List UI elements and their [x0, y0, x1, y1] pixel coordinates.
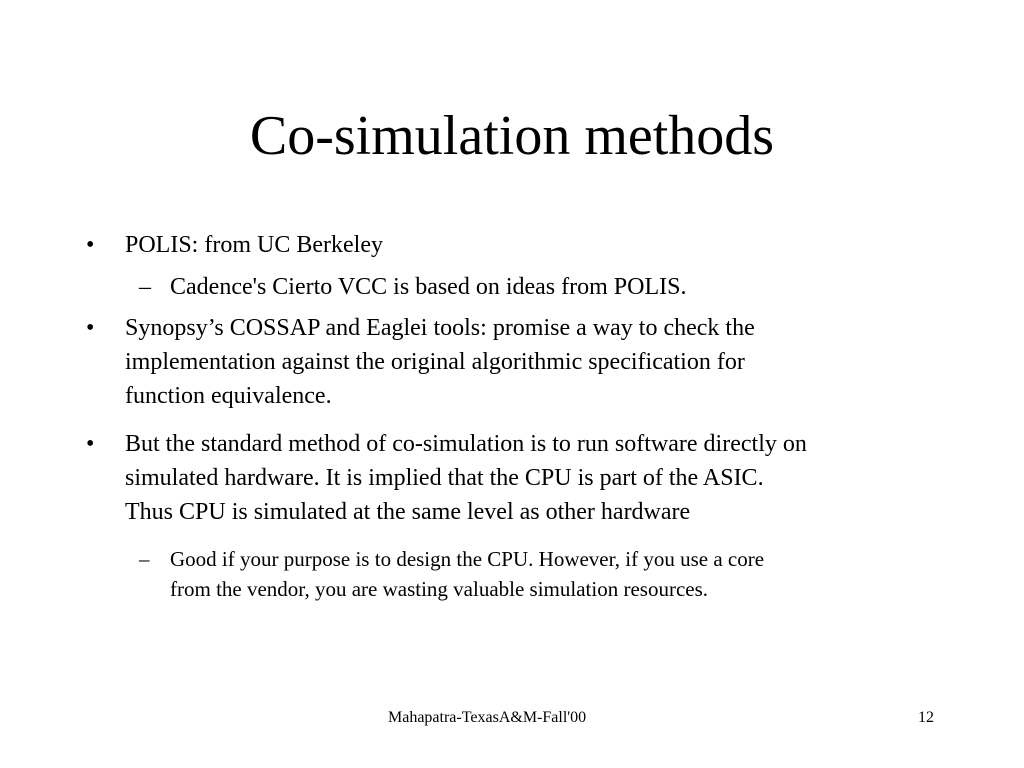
bullet-marker: • — [86, 315, 95, 341]
bullet-line: But the standard method of co-simulation is to run software directly on — [125, 431, 807, 457]
bullet-text — [125, 311, 755, 413]
bullet-text — [125, 427, 807, 529]
bullet-line: POLIS: from UC Berkeley — [125, 232, 383, 258]
bullet-marker: • — [86, 431, 95, 457]
page-number: 12 — [918, 709, 934, 726]
bullet-line: function equivalence. — [125, 383, 332, 409]
bullet-line: from the vendor, you are wasting valuable simulation resources. — [170, 577, 709, 601]
sub-bullet-marker: – — [139, 547, 150, 571]
bullet-line: Cadence's Cierto VCC is based on ideas from POLIS. — [170, 274, 687, 300]
bullet-line: Good if your purpose is to design the CPU. However, if you use a core — [170, 547, 765, 571]
bullet-text — [125, 228, 383, 262]
bullet-marker: • — [86, 232, 95, 258]
sub-bullet-marker: – — [139, 274, 151, 300]
sub-bullet-text — [170, 544, 764, 604]
sub-bullet-text — [170, 270, 686, 304]
slide-title: Co-simulation methods — [249, 105, 775, 167]
bullet-line: Synopsy’s COSSAP and Eaglei tools: promise a way to check the — [125, 315, 755, 341]
bullet-line: simulated hardware. It is implied that the CPU is part of the ASIC. — [125, 465, 764, 491]
footer-text: Mahapatra-TexasA&M-Fall'00 — [388, 709, 587, 726]
bullet-line: implementation against the original algorithmic specification for — [125, 349, 745, 375]
bullet-line: Thus CPU is simulated at the same level as other hardware — [125, 499, 691, 525]
